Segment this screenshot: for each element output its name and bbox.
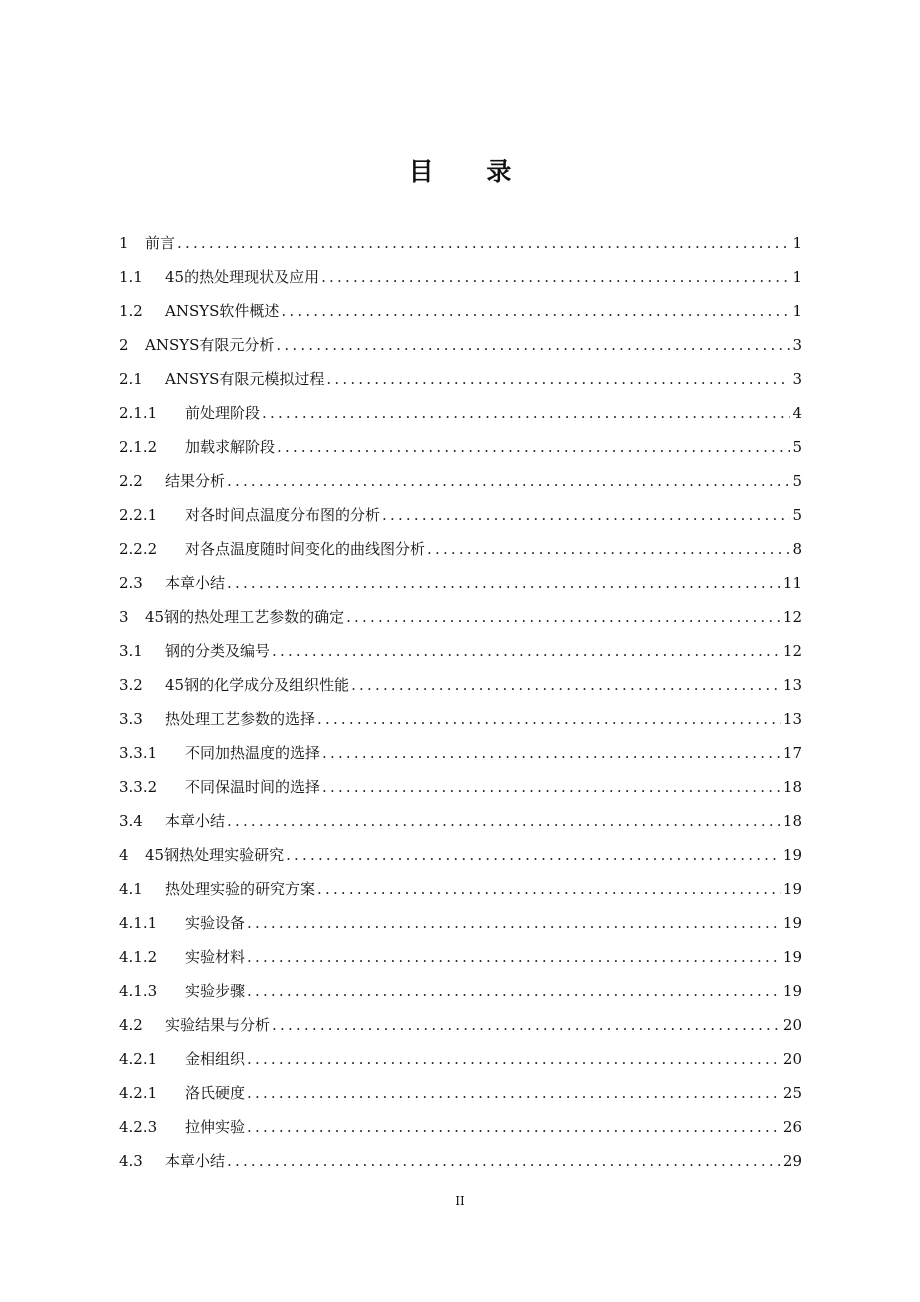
toc-leader-dots [317, 702, 781, 736]
toc-entry-number: 2.1.2 [119, 438, 158, 456]
toc-title: 目 录 [408, 157, 534, 186]
toc-entry-number: 3.3.2 [119, 778, 158, 796]
toc-entry-page: 17 [782, 744, 802, 762]
toc-entry-number: 4.2.1 [119, 1084, 158, 1102]
toc-entry-number: 4.2 [119, 1016, 143, 1034]
toc-entry[interactable] [119, 872, 802, 906]
toc-entry-number: 4.2.3 [119, 1118, 158, 1136]
toc-leader-dots [286, 838, 781, 872]
toc-entry-number: 3.3 [119, 710, 143, 728]
toc-entry-page: 19 [782, 948, 802, 966]
toc-entry-page: 18 [782, 778, 802, 796]
toc-leader-dots [346, 600, 781, 634]
toc-entry-page: 19 [782, 914, 802, 932]
toc-entry[interactable] [119, 430, 802, 464]
toc-entry-page: 1 [792, 234, 802, 252]
toc-leader-dots [322, 736, 781, 770]
toc-entry-number: 4.1.2 [119, 948, 158, 966]
toc-entry-title: 前处理阶段 [185, 404, 261, 422]
toc-entry[interactable] [119, 566, 802, 600]
toc-entry-number: 4.1.3 [119, 982, 158, 1000]
toc-entry-page: 13 [782, 710, 802, 728]
toc-leader-dots [272, 1008, 781, 1042]
toc-leader-dots [322, 770, 781, 804]
toc-leader-dots [427, 532, 790, 566]
toc-entry-title: 热处理工艺参数的选择 [165, 710, 316, 728]
toc-entry-title: 对各时间点温度分布图的分析 [185, 506, 381, 524]
toc-entry[interactable] [119, 770, 802, 804]
toc-entry[interactable] [119, 600, 802, 634]
toc-entry-title: 实验设备 [185, 914, 246, 932]
toc-leader-dots [276, 328, 790, 362]
toc-entry-title: 对各点温度随时间变化的曲线图分析 [185, 540, 426, 558]
toc-entry-page: 11 [782, 574, 802, 592]
toc-entry-number: 2.2.1 [119, 506, 158, 524]
toc-entry-number: 2.1 [119, 370, 143, 388]
toc-entry-number: 4.1.1 [119, 914, 158, 932]
toc-entry[interactable] [119, 736, 802, 770]
toc-entry[interactable] [119, 1076, 802, 1110]
toc-leader-dots [227, 804, 781, 838]
toc-entry-title: 不同加热温度的选择 [185, 744, 321, 762]
toc-entry[interactable] [119, 838, 802, 872]
toc-leader-dots [227, 1144, 781, 1178]
toc-entry[interactable] [119, 396, 802, 430]
toc-entry-page: 5 [792, 506, 802, 524]
toc-entry-number: 3 [119, 608, 129, 626]
toc-entry-title: 前言 [145, 234, 176, 252]
toc-entry[interactable] [119, 260, 802, 294]
toc-entry[interactable] [119, 1110, 802, 1144]
toc-entry[interactable] [119, 464, 802, 498]
toc-entry-number: 1 [119, 234, 129, 252]
toc-entry-page: 13 [782, 676, 802, 694]
toc-entry-number: 4 [119, 846, 129, 864]
toc-entry-page: 29 [782, 1152, 802, 1170]
toc-leader-dots [247, 940, 781, 974]
toc-leader-dots [227, 566, 781, 600]
toc-entry-title: 洛氏硬度 [185, 1084, 246, 1102]
toc-leader-dots [272, 634, 781, 668]
toc-entry-number: 4.2.1 [119, 1050, 158, 1068]
toc-entry-number: 3.4 [119, 812, 143, 830]
toc-entry-title: 钢的分类及编号 [165, 642, 271, 660]
toc-leader-dots [247, 1076, 781, 1110]
toc-entry-title: 45的热处理现状及应用 [165, 268, 320, 286]
toc-entry-title: ANSYS有限元分析 [145, 336, 275, 354]
toc-entry-page: 12 [782, 608, 802, 626]
toc-entry-page: 25 [782, 1084, 802, 1102]
toc-leader-dots [247, 1042, 781, 1076]
toc-entry-number: 2.2.2 [119, 540, 158, 558]
toc-entry-page: 3 [792, 336, 802, 354]
toc-entry-page: 20 [782, 1016, 802, 1034]
toc-entry[interactable] [119, 328, 802, 362]
toc-entry-number: 1.2 [119, 302, 143, 320]
toc-entry[interactable] [119, 1008, 802, 1042]
toc-entry-page: 20 [782, 1050, 802, 1068]
toc-leader-dots [281, 294, 790, 328]
toc-entry-page: 3 [792, 370, 802, 388]
toc-entry-page: 4 [792, 404, 802, 422]
toc-entry-number: 2.2 [119, 472, 143, 490]
toc-entry-title: 本章小结 [165, 1152, 226, 1170]
toc-entry-number: 3.2 [119, 676, 143, 694]
toc-leader-dots [321, 260, 790, 294]
page-number: II [455, 1194, 465, 1208]
toc-entry-title: 实验结果与分析 [165, 1016, 271, 1034]
toc-entry-number: 2.1.1 [119, 404, 158, 422]
toc-entry-page: 19 [782, 982, 802, 1000]
toc-entry-page: 5 [792, 472, 802, 490]
toc-entry-page: 19 [782, 846, 802, 864]
toc-entry[interactable] [119, 294, 802, 328]
toc-leader-dots [351, 668, 781, 702]
toc-entry-title: 热处理实验的研究方案 [165, 880, 316, 898]
toc-leader-dots [277, 430, 790, 464]
toc-leader-dots [262, 396, 790, 430]
toc-entry-title: 结果分析 [165, 472, 226, 490]
toc-entry-number: 4.3 [119, 1152, 143, 1170]
toc-entry[interactable] [119, 804, 802, 838]
toc-leader-dots [247, 1110, 781, 1144]
toc-entry[interactable] [119, 906, 802, 940]
toc-entry-page: 12 [782, 642, 802, 660]
toc-entry-page: 19 [782, 880, 802, 898]
toc-entry-title: 45钢热处理实验研究 [145, 846, 285, 864]
toc-entry-number: 3.1 [119, 642, 143, 660]
toc-entry[interactable] [119, 702, 802, 736]
toc-entry-page: 1 [792, 302, 802, 320]
toc-entry-number: 4.1 [119, 880, 143, 898]
toc-entry-page: 18 [782, 812, 802, 830]
toc-leader-dots [247, 906, 781, 940]
toc-leader-dots [227, 464, 790, 498]
toc-entry-title: 45钢的热处理工艺参数的确定 [145, 608, 345, 626]
toc-entry-title: 实验步骤 [185, 982, 246, 1000]
table-of-contents [119, 226, 802, 1178]
toc-entry-title: 45钢的化学成分及组织性能 [165, 676, 350, 694]
toc-entry[interactable] [119, 634, 802, 668]
toc-entry[interactable] [119, 668, 802, 702]
toc-leader-dots [317, 872, 781, 906]
toc-entry-number: 3.3.1 [119, 744, 158, 762]
toc-leader-dots [382, 498, 790, 532]
toc-entry[interactable] [119, 532, 802, 566]
toc-entry[interactable] [119, 362, 802, 396]
toc-entry-title: 金相组织 [185, 1050, 246, 1068]
toc-leader-dots [247, 974, 781, 1008]
toc-entry-title: 加载求解阶段 [185, 438, 276, 456]
toc-entry-page: 1 [792, 268, 802, 286]
toc-entry-title: 本章小结 [165, 812, 226, 830]
toc-entry-page: 26 [782, 1118, 802, 1136]
toc-entry[interactable] [119, 1144, 802, 1178]
toc-entry[interactable] [119, 498, 802, 532]
toc-leader-dots [326, 362, 790, 396]
toc-entry-number: 2 [119, 336, 129, 354]
toc-entry-title: ANSYS有限元模拟过程 [165, 370, 325, 388]
toc-entry-number: 2.3 [119, 574, 143, 592]
toc-entry-title: 实验材料 [185, 948, 246, 966]
toc-entry[interactable] [119, 940, 802, 974]
toc-entry[interactable] [119, 226, 802, 260]
toc-entry-title: ANSYS软件概述 [165, 302, 280, 320]
toc-entry-title: 拉伸实验 [185, 1118, 246, 1136]
toc-entry-title: 不同保温时间的选择 [185, 778, 321, 796]
toc-leader-dots [177, 226, 790, 260]
toc-entry[interactable] [119, 974, 802, 1008]
toc-entry-page: 5 [792, 438, 802, 456]
toc-entry[interactable] [119, 1042, 802, 1076]
toc-entry-number: 1.1 [119, 268, 143, 286]
toc-entry-page: 8 [792, 540, 802, 558]
toc-entry-title: 本章小结 [165, 574, 226, 592]
